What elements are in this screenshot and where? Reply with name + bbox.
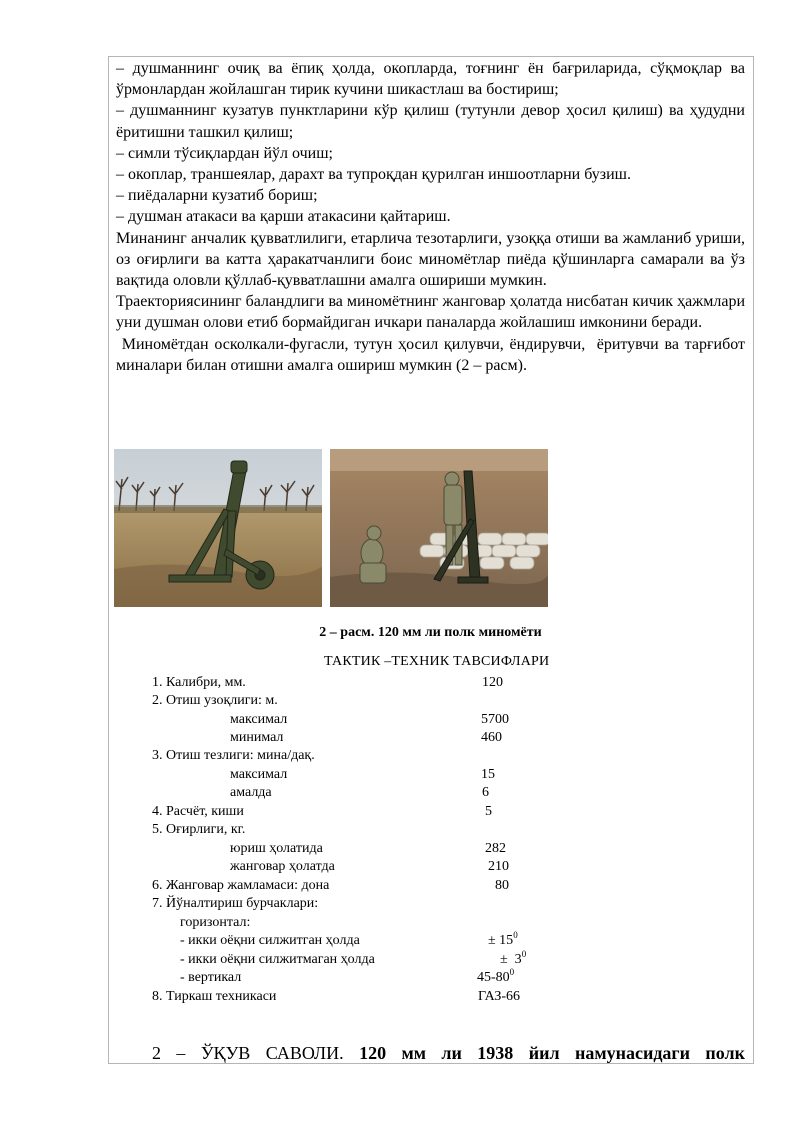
spec-value: 460 — [481, 730, 502, 745]
spec-value: ГАЗ-66 — [478, 989, 521, 1004]
heading-word: САВОЛИ. — [265, 1043, 344, 1063]
paragraph: – пиёдаларни кузатиб бориш; — [116, 187, 318, 205]
spec-label: - икки оёқни силжитмаган ҳолда — [180, 952, 375, 967]
heading-word: мм — [401, 1043, 426, 1063]
figure-caption: 2 – расм. 120 мм ли полк миномёти — [319, 625, 542, 640]
spec-label: горизонтал: — [180, 915, 251, 930]
heading-word: ЎҚУВ — [200, 1043, 251, 1063]
paragraph: Минанинг анчалик қувватлилиги, етарлича тезотарлиги, узоққа отиши ва жамланиб уриши, оз оғирлиги ва катта ҳаракатчанлиги боис миномётлар пиёда қўшинларга самарали ва ўз вақтида оловли қўллаб-қувватлашни амалга ошириши мумкин. — [116, 229, 745, 290]
spec-label: 8. Тиркаш техникаси — [152, 989, 277, 1004]
spec-label: максимал — [230, 712, 288, 727]
specs-title: ТАКТИК –ТЕХНИК ТАВСИФЛАРИ — [324, 654, 550, 669]
spec-label: - вертикал — [180, 970, 242, 985]
spec-label: 4. Расчёт, киши — [152, 804, 244, 819]
spec-value: ± $15^0$ — [488, 930, 518, 948]
spec-value: 6 — [482, 785, 489, 800]
heading-word: – — [176, 1043, 186, 1063]
heading-word: 1938 — [477, 1043, 514, 1063]
spec-value: 210 — [488, 859, 509, 874]
spec-label: минимал — [230, 730, 284, 745]
spec-label: - икки оёқни силжитган ҳолда — [180, 933, 360, 948]
paragraph: – душманнинг очиқ ва ёпиқ ҳолда, окопларда, тоғнинг ён бағриларида, сўқмоқлар ва ўрмонлардан жойлашган тирик кучини шикастлаш ва бостириш; — [116, 60, 745, 99]
spec-label: жанговар ҳолатда — [230, 859, 335, 874]
mortar-photo-field — [114, 449, 322, 607]
section-heading — [152, 1043, 745, 1064]
spec-label: 5. Оғирлиги, кг. — [152, 822, 246, 837]
spec-label: юриш ҳолатида — [230, 841, 323, 856]
heading-word: 2 — [152, 1043, 161, 1063]
spec-value: 5 — [485, 804, 492, 819]
spec-label: 6. Жанговар жамламаси: дона — [152, 878, 330, 893]
heading-word: ли — [441, 1043, 462, 1063]
spec-label: 3. Отиш тезлиги: мина/дақ. — [152, 748, 315, 763]
spec-value: 120 — [482, 675, 503, 690]
spec-label: максимал — [230, 767, 288, 782]
heading-word: полк — [705, 1043, 745, 1063]
paragraph: – душман атакаси ва қарши атакасини қайтариш. — [116, 208, 451, 226]
paragraph: – душманнинг кузатув пунктларини кўр қилиш (тутунли девор ҳосил қилиш) ва ҳудудни ёритишни ташкил қилиш; — [116, 102, 745, 141]
paragraph: – окоплар, траншеялар, дарахт ва тупроқдан қурилган иншоотларни бузиш. — [116, 166, 631, 184]
spec-value: 15 — [481, 767, 495, 782]
spec-value: 5700 — [481, 712, 509, 727]
spec-value: ± $3^0$ — [500, 949, 527, 967]
spec-label: 7. Йўналтириш бурчаклари: — [152, 896, 319, 911]
body-text — [116, 58, 750, 376]
mortar-photo-soldiers — [330, 449, 548, 607]
heading-word: йил — [528, 1043, 560, 1063]
heading-word: намунасидаги — [574, 1043, 690, 1063]
paragraph: – симли тўсиқлардан йўл очиш; — [116, 144, 333, 162]
spec-label: 1. Калибри, мм. — [152, 675, 246, 690]
paragraph: Траекториясининг баландлиги ва миномётнинг жанговар ҳолатда нисбатан кичик ҳажмлари уни душман олови етиб бормайдиган ичкари паналарда жойлашиш имконини беради. — [116, 293, 745, 332]
heading-word: 120 — [359, 1043, 387, 1063]
spec-value: $45-80^0$ — [477, 967, 515, 985]
spec-value: 80 — [495, 878, 509, 893]
paragraph: Миномётдан осколкали-фугасли, тутун ҳосил қилувчи, ёндирувчи, ёритувчи ва тарғибот миналари билан отишни амалга ошириш мумкин (2 – расм). — [116, 335, 750, 374]
spec-label: амалда — [230, 785, 272, 800]
spec-value: 282 — [485, 841, 506, 856]
spec-label: 2. Отиш узоқлиги: м. — [152, 693, 278, 708]
